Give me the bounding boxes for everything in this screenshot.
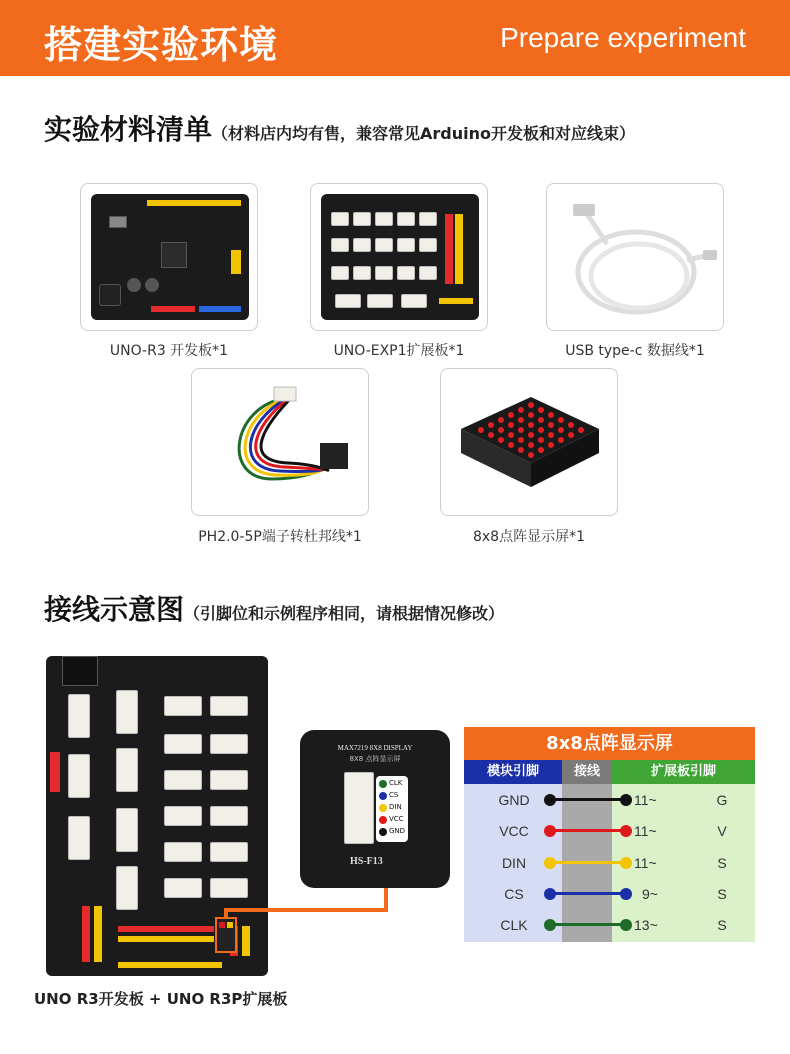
wiring-bottom-caption: UNO R3开发板 + UNO R3P扩展板 <box>34 990 288 1008</box>
module-pin-vcc: VCC <box>389 815 404 823</box>
module-pin-clk: CLK <box>389 779 403 787</box>
wiring-row-4-dot-right <box>620 919 632 931</box>
wiring-row-2-pin: DIN <box>501 855 527 871</box>
banner-title-cn: 搭建实验环境 <box>44 23 279 67</box>
wiring-table-header-wire: 接线 <box>562 760 612 784</box>
wiring-row-2-dot-right <box>620 857 632 869</box>
module-board-sublabel: 8X8 点阵显示屏 <box>349 755 401 763</box>
wiring-row-1-board: 11~ <box>634 823 657 839</box>
wiring-table-title: 8x8点阵显示屏 <box>464 727 755 760</box>
material-label-usb: USB type-c 数据线*1 <box>565 343 705 359</box>
materials-subtitle: （材料店内均有售，兼容常见Arduino开发板和对应线束） <box>212 124 636 143</box>
wiring-row-4-board: 13~ <box>634 917 658 933</box>
wiring-title: 接线示意图 <box>44 593 185 626</box>
wiring-row-0-dot-left <box>544 794 556 806</box>
module-pin-din: DIN <box>389 803 402 811</box>
module-pin-gnd: GND <box>389 827 406 835</box>
wiring-row-3-type: S <box>717 886 727 902</box>
wiring-row-0-dot-right <box>620 794 632 806</box>
module-id: HS-F13 <box>350 856 383 867</box>
material-label-matrix: 8x8点阵显示屏*1 <box>472 529 585 545</box>
wiring-row-1-type: V <box>717 823 727 839</box>
wiring-row-3-dot-left <box>544 888 556 900</box>
material-label-exp1: UNO-EXP1扩展板*1 <box>333 343 465 359</box>
wiring-row-3-dot-right <box>620 888 632 900</box>
wiring-row-4-wire <box>550 923 626 926</box>
wiring-table-col-wire <box>562 760 612 942</box>
wiring-row-2-type: S <box>717 855 727 871</box>
wiring-row-0-type: G <box>716 792 728 808</box>
wiring-row-1-pin: VCC <box>499 823 529 839</box>
wiring-row-4-dot-left <box>544 919 556 931</box>
wiring-subtitle: （引脚位和示例程序相同，请根据情况修改） <box>184 604 505 623</box>
banner-title-en: Prepare experiment <box>500 22 746 53</box>
wiring-table-col-module <box>464 760 562 942</box>
material-label-wire: PH2.0-5P端子转杜邦线*1 <box>198 529 362 545</box>
wiring-table-header-board: 扩展板引脚 <box>612 760 755 784</box>
material-label-uno-r3: UNO-R3 开发板*1 <box>109 343 229 359</box>
wiring-row-4-type: S <box>717 917 727 933</box>
wiring-row-0-board: 11~ <box>634 792 657 808</box>
wiring-row-2-board: 11~ <box>634 855 657 871</box>
module-pin-cs: CS <box>389 791 399 799</box>
materials-title: 实验材料清单 <box>44 113 213 146</box>
wiring-table-col-board <box>612 760 755 942</box>
wiring-row-3-board: 9~ <box>642 886 658 902</box>
wiring-table-header-module: 模块引脚 <box>464 760 562 784</box>
wiring-row-0-wire <box>550 798 626 801</box>
wiring-row-1-dot-right <box>620 825 632 837</box>
wiring-row-3-pin: CS <box>504 886 524 902</box>
wiring-row-4-pin: CLK <box>500 917 528 933</box>
module-pin-strip <box>376 776 408 842</box>
wiring-table <box>464 727 755 942</box>
module-board-label: MAX7219 8X8 DISPLAY <box>337 744 413 752</box>
wiring-row-0-pin: GND <box>498 792 530 808</box>
wiring-row-1-wire <box>550 829 626 832</box>
wiring-row-2-dot-left <box>544 857 556 869</box>
wiring-row-2-wire <box>550 861 626 864</box>
wiring-row-1-dot-left <box>544 825 556 837</box>
matrix-module-image <box>300 730 450 888</box>
wiring-row-3-wire <box>550 892 626 895</box>
